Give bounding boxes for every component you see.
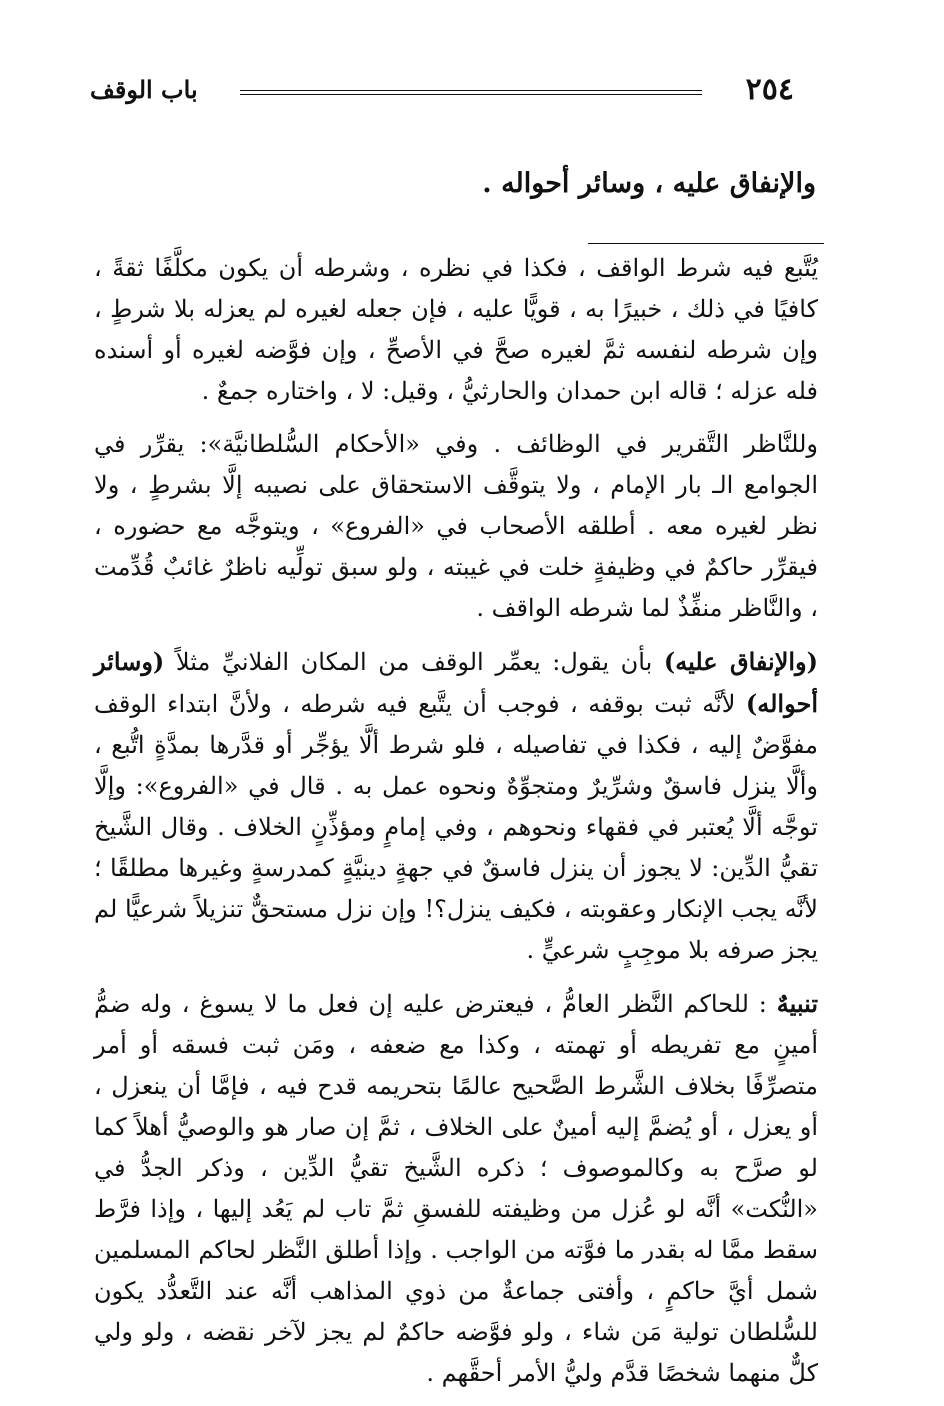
page-header (90, 72, 794, 116)
paragraph-text: لأنَّه ثبت بوقفه ، فوجب أن يتَّبع فيه شرطه ، ولأنَّ ابتداء الوقف مفوَّضٌ إليه ، فكذا في تفاصيله ، فلو شرط ألَّا يؤجِّر أو قدَّرها بمدَّةٍ اتُّبع ، وألَّا ينزل فاسقٌ وشرِّيرٌ ومتجوِّهٌ ونحوه عمل به . قال في «الفروع»: وإلَّا توجَّه ألَّا يُعتبر في فقهاء ونحوهم ، وفي إمامٍ ومؤذِّنٍ الخلاف . وقال الشَّيخ تقيُّ الدِّين: لا يجوز أن ينزل فاسقٌ في جهةٍ دينيَّةٍ كمدرسةٍ وغيرها مطلقًا ؛ لأنَّه يجب الإنكار وعقوبته ، فكيف ينزل؟! وإن نزل مستحقٌّ تنزيلاً شرعيًّا لم يجز صرفه بلا موجِبٍ شرعيٍّ . (94, 690, 818, 964)
matn-divider (588, 243, 824, 244)
paragraph-4 (94, 983, 818, 1394)
matn-quote: (وسائر أحواله) (94, 647, 818, 718)
matn-text: والإنفاق عليه ، وسائر أحواله . (482, 168, 816, 199)
paragraph-text: وللنَّاظر التَّقرير في الوظائف . وفي «الأحكام السُّلطانيَّة»: يقرِّر في الجوامع الـ بار الإمام ، ولا يتوقَّف الاستحقاق على نصيبه إلَّا بشرطٍ ، ولا نظر لغيره معه . أطلقه الأصحاب في «الفروع» ، ويتوجَّه مع حضوره ، فيقرِّر حاكمٌ في وظيفةٍ خلت في غيبته ، ولو سبق تولِّيه ناظرٌ غائبٌ قُدِّمت ، والنَّاظر منفِّذٌ لما شرطه الواقف . (94, 430, 818, 622)
commentary-body (94, 248, 818, 1406)
paragraph-2 (94, 424, 818, 629)
paragraph-text: يُتَّبع فيه شرط الواقف ، فكذا في نظره ، وشرطه أن يكون مكلَّفًا ثقةً ، كافيًا في ذلك ، خبيرًا به ، قويًّا عليه ، فإن جعله لغيره لم يعزله بلا شرطٍ ، وإن شرطه لنفسه ثمَّ لغيره صحَّ في الأصحِّ ، وإن فوَّضه لغيره أو أسنده فله عزله ؛ قاله ابن حمدان والحارثيُّ ، وقيل: لا ، واختاره جمعٌ . (94, 254, 818, 405)
paragraph-text: : للحاكم النَّظر العامُّ ، فيعترض عليه إن فعل ما لا يسوغ ، وله ضمُّ أمينٍ مع تفريطه أو تهمته ، وكذا مع ضعفه ، ومَن ثبت فسقه أو أمر متصرِّفًا بخلاف الشَّرط الصَّحيح عالمًا بتحريمه قدح فيه ، فإمَّا أن ينعزل ، أو يعزل ، أو يُضمَّ إليه أمينٌ على الخلاف ، ثمَّ إن صار هو والوصيُّ أهلاً كما لو صرَّح به وكالموصوف ؛ ذكره الشَّيخ تقيُّ الدِّين ، وذكر الجدُّ في «النُّكت» أنَّه لو عُزل من وظيفته للفسقِ ثمَّ تاب لم يَعُد إليها ، وإذا فرَّط سقط ممَّا له بقدر ما فوَّته من الواجب . وإذا أطلق النَّظر لحاكم المسلمين شمل أيَّ حاكمٍ ، وأفتى جماعةٌ من ذوي المذاهب أنَّه عند التَّعدُّد يكون للسُّلطان تولية مَن شاء ، ولو فوَّضه حاكمٌ لم يجز لآخر نقضه ، ولو ولي كلٌّ منهما شخصًا قدَّم وليُّ الأمر أحقَّهم . (94, 990, 818, 1387)
page-number: ٢٥٤ (745, 72, 794, 107)
paragraph-1 (94, 248, 818, 412)
paragraph-text: بأن يقول: يعمِّر الوقف من المكان الفلانيِّ مثلاً (164, 648, 664, 676)
matn-quote: (والإنفاق عليه) (663, 647, 819, 676)
paragraph-3 (94, 641, 818, 971)
chapter-title: باب الوقف (90, 75, 198, 104)
header-divider (240, 90, 702, 95)
note-label: تنبيهٌ (776, 989, 818, 1018)
